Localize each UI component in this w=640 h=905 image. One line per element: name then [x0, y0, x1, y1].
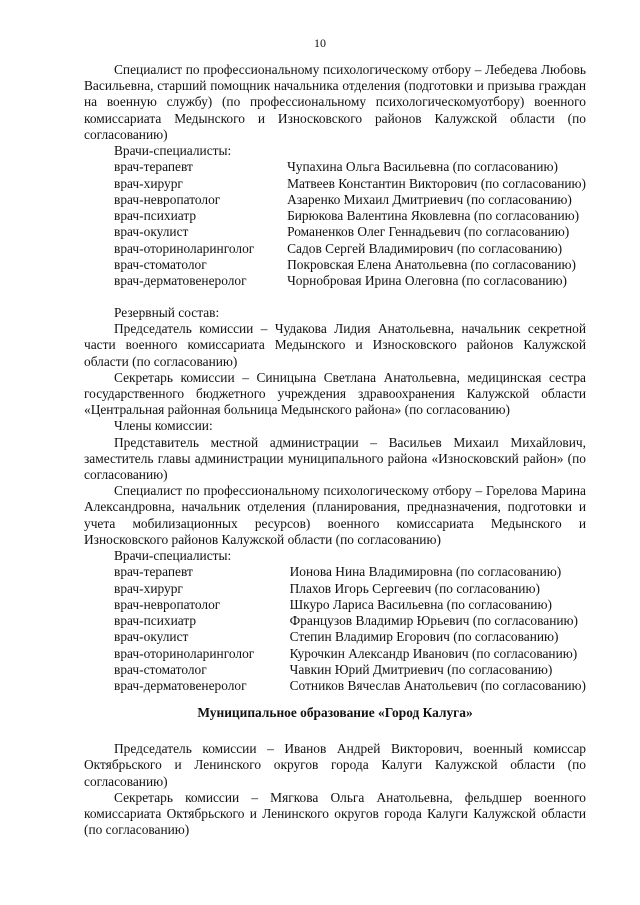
doctor-role: врач-психиатр: [114, 208, 197, 224]
table-row: [84, 241, 586, 257]
page-number: 10: [314, 36, 326, 50]
section-heading: Муниципальное образование «Город Калуга»: [197, 705, 473, 720]
doctor-name: Садов Сергей Владимирович (по согласованию): [287, 240, 563, 256]
doctor-role: врач-дерматовенеролог: [114, 678, 247, 694]
table-row: [84, 159, 586, 175]
table-row: [84, 629, 586, 645]
kaluga-chairman-paragraph: Председатель комиссии – Иванов Андрей Викторович, военный комиссар Октябрьского и Ленинского округов города Калуги Калужской области (по согласованию): [84, 741, 586, 789]
admin-representative-paragraph: Представитель местной администрации – Васильев Михаил Михайлович, заместитель главы администрации муниципального района «Износковский район» (по согласованию): [84, 434, 586, 483]
reserve-chairman-paragraph: Председатель комиссии – Чудакова Лидия Анатольевна, начальник секретной части военного комиссариата Медынского и Износковского районов Калужской области (по согласованию): [84, 321, 586, 369]
table-row: [84, 581, 586, 597]
table-row: [84, 208, 586, 224]
doctor-name: Курочкин Александр Иванович (по согласованию): [289, 645, 578, 661]
doctor-name: Степин Владимир Егорович (по согласованию): [289, 629, 559, 645]
doctors-table: [84, 159, 586, 289]
doctor-role: врач-стоматолог: [114, 257, 207, 272]
table-row: [84, 564, 586, 580]
table-row: [84, 224, 586, 240]
doctor-name: Покровская Елена Анатольевна (по согласованию): [287, 257, 576, 272]
kaluga-secretary-paragraph: Секретарь комиссии – Мягкова Ольга Анатольевна, фельдшер военного комиссариата Октябрьского и Ленинского округов города Калуги Калужской области (по согласованию): [84, 789, 586, 838]
doctor-role: врач-терапевт: [114, 159, 193, 175]
doctor-name: Чавкин Юрий Дмитриевич (по согласованию): [289, 662, 553, 678]
psych-specialist-paragraph: Специалист по профессиональному психологическому отбору – Лебедева Любовь Васильевна, старший помощник начальника отделения (подготовки и призыва граждан на военную службу) (по профессиональному психологическомуотбору) военного комиссариата Медынского и Износковского районов Калужской области (по согласованию): [84, 62, 586, 142]
doctor-name: Чорнобровая Ирина Олеговна (по согласованию): [287, 273, 568, 289]
reserve-composition: [84, 305, 586, 695]
doctor-name: Бирюкова Валентина Яковлевна (по согласованию): [287, 208, 580, 224]
reserve-doctors-title: Врачи-специалисты:: [114, 548, 232, 564]
doctor-role: врач-психиатр: [114, 613, 197, 629]
reserve-title: Резервный состав:: [114, 305, 220, 320]
doctor-role: врач-стоматолог: [114, 662, 207, 678]
doctor-name: Чупахина Ольга Васильевна (по согласованию): [287, 159, 558, 175]
doctor-name: Шкуро Лариса Васильевна (по согласованию): [289, 596, 552, 612]
doctor-name: Романенков Олег Геннадьевич (по согласованию): [287, 224, 570, 240]
doctors-title: Врачи-специалисты:: [114, 143, 232, 159]
doctor-name: Азаренко Михаил Дмитриевич (по согласованию): [287, 191, 572, 207]
main-composition-tail: [84, 62, 586, 290]
doctor-role: врач-окулист: [114, 629, 189, 645]
doctor-role: врач-невропатолог: [114, 596, 221, 612]
table-row: [84, 646, 586, 662]
table-row: [84, 176, 586, 192]
doctor-role: врач-оториноларинголог: [114, 240, 255, 256]
doctor-name: Ионова Нина Владимировна (по согласованию): [289, 564, 562, 580]
reserve-specialist-paragraph: Специалист по профессиональному психологическому отбору – Горелова Марина Александровна, начальник отделения (планирования, предназначения, подготовки и учета мобилизационных ресурсов) военного комиссариата Медынского и Износковского районов Калужской области (по согласованию): [84, 483, 586, 547]
members-title: Члены комиссии:: [114, 418, 213, 434]
table-row: [84, 613, 586, 629]
doctor-role: врач-окулист: [114, 224, 189, 240]
reserve-doctors-table: [84, 564, 586, 694]
kaluga-section: [84, 705, 586, 838]
table-row: [84, 192, 586, 208]
doctor-name: Французов Владимир Юрьевич (по согласованию): [289, 613, 579, 629]
table-row: [84, 257, 586, 273]
table-row: [84, 662, 586, 678]
doctor-role: врач-невропатолог: [114, 191, 221, 207]
doctor-role: врач-хирург: [114, 175, 183, 191]
doctor-role: врач-оториноларинголог: [114, 645, 255, 661]
doctor-role: врач-дерматовенеролог: [114, 273, 247, 289]
table-row: [84, 678, 586, 694]
doctor-name: Сотников Вячеслав Анатольевич (по согласованию): [289, 678, 586, 694]
table-row: [84, 273, 586, 289]
doctor-role: врач-хирург: [114, 580, 183, 596]
doctor-name: Матвеев Константин Викторович (по согласованию): [287, 175, 586, 191]
table-row: [84, 597, 586, 613]
doctor-role: врач-терапевт: [114, 564, 193, 580]
reserve-secretary-paragraph: Секретарь комиссии – Синицына Светлана Анатольевна, медицинская сестра государственного бюджетного учреждения здравоохранения Калужской области «Центральная районная больница Медынского района» (по согласованию): [84, 369, 586, 418]
doctor-name: Плахов Игорь Сергеевич (по согласованию): [289, 580, 540, 596]
